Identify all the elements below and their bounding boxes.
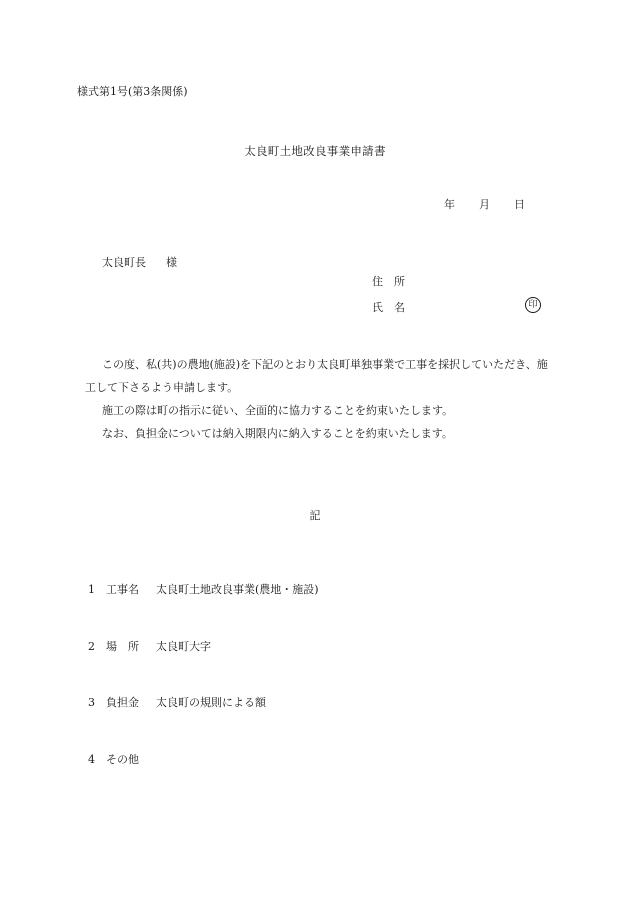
- item-location: [88, 641, 211, 652]
- applicant-address: [372, 276, 405, 287]
- name-label: 氏 名: [372, 301, 405, 314]
- item-number: 1: [88, 583, 95, 596]
- seal-icon: 印: [525, 297, 541, 313]
- addressee-honorific: 様: [166, 256, 177, 269]
- item-other: [88, 754, 156, 765]
- item-number: 4: [88, 753, 95, 766]
- item-label: 負担金: [106, 696, 139, 709]
- document-title: 太良町土地改良事業申請書: [244, 144, 386, 158]
- body-paragraph-1: この度、私(共)の農地(施設)を下記のとおり太良町単独事業で工事を採択していただき、施工して下さるよう申請します。: [85, 358, 548, 394]
- request-body: [85, 353, 555, 445]
- date-day: 日: [514, 198, 525, 211]
- addressee-name: 太良町長: [102, 256, 146, 269]
- date-month: 月: [479, 198, 490, 211]
- item-label: 場 所: [106, 640, 139, 653]
- item-label: 工事名: [106, 583, 139, 596]
- item-construction-name: [88, 584, 319, 595]
- body-paragraph-3: なお、負担金については納入期限内に納入することを約束いたします。: [102, 427, 453, 440]
- form-number: 様式第1号(第3条関係): [77, 85, 188, 98]
- item-number: 2: [88, 640, 95, 653]
- item-value: 太良町大字: [156, 640, 211, 653]
- item-value: 太良町の規則による額: [156, 696, 266, 709]
- date-year: 年: [444, 198, 455, 211]
- item-contribution: [88, 697, 266, 708]
- body-paragraph-2: 施工の際は町の指示に従い、全面的に協力することを約束いたします。: [102, 404, 454, 417]
- item-number: 3: [88, 696, 95, 709]
- applicant-name: [372, 302, 405, 313]
- address-label: 住 所: [372, 275, 405, 288]
- date-line: [444, 199, 525, 210]
- ki-heading: 記: [309, 509, 321, 522]
- addressee: [102, 257, 177, 268]
- item-label: その他: [106, 753, 139, 766]
- item-value: 太良町土地改良事業(農地・施設): [156, 583, 319, 596]
